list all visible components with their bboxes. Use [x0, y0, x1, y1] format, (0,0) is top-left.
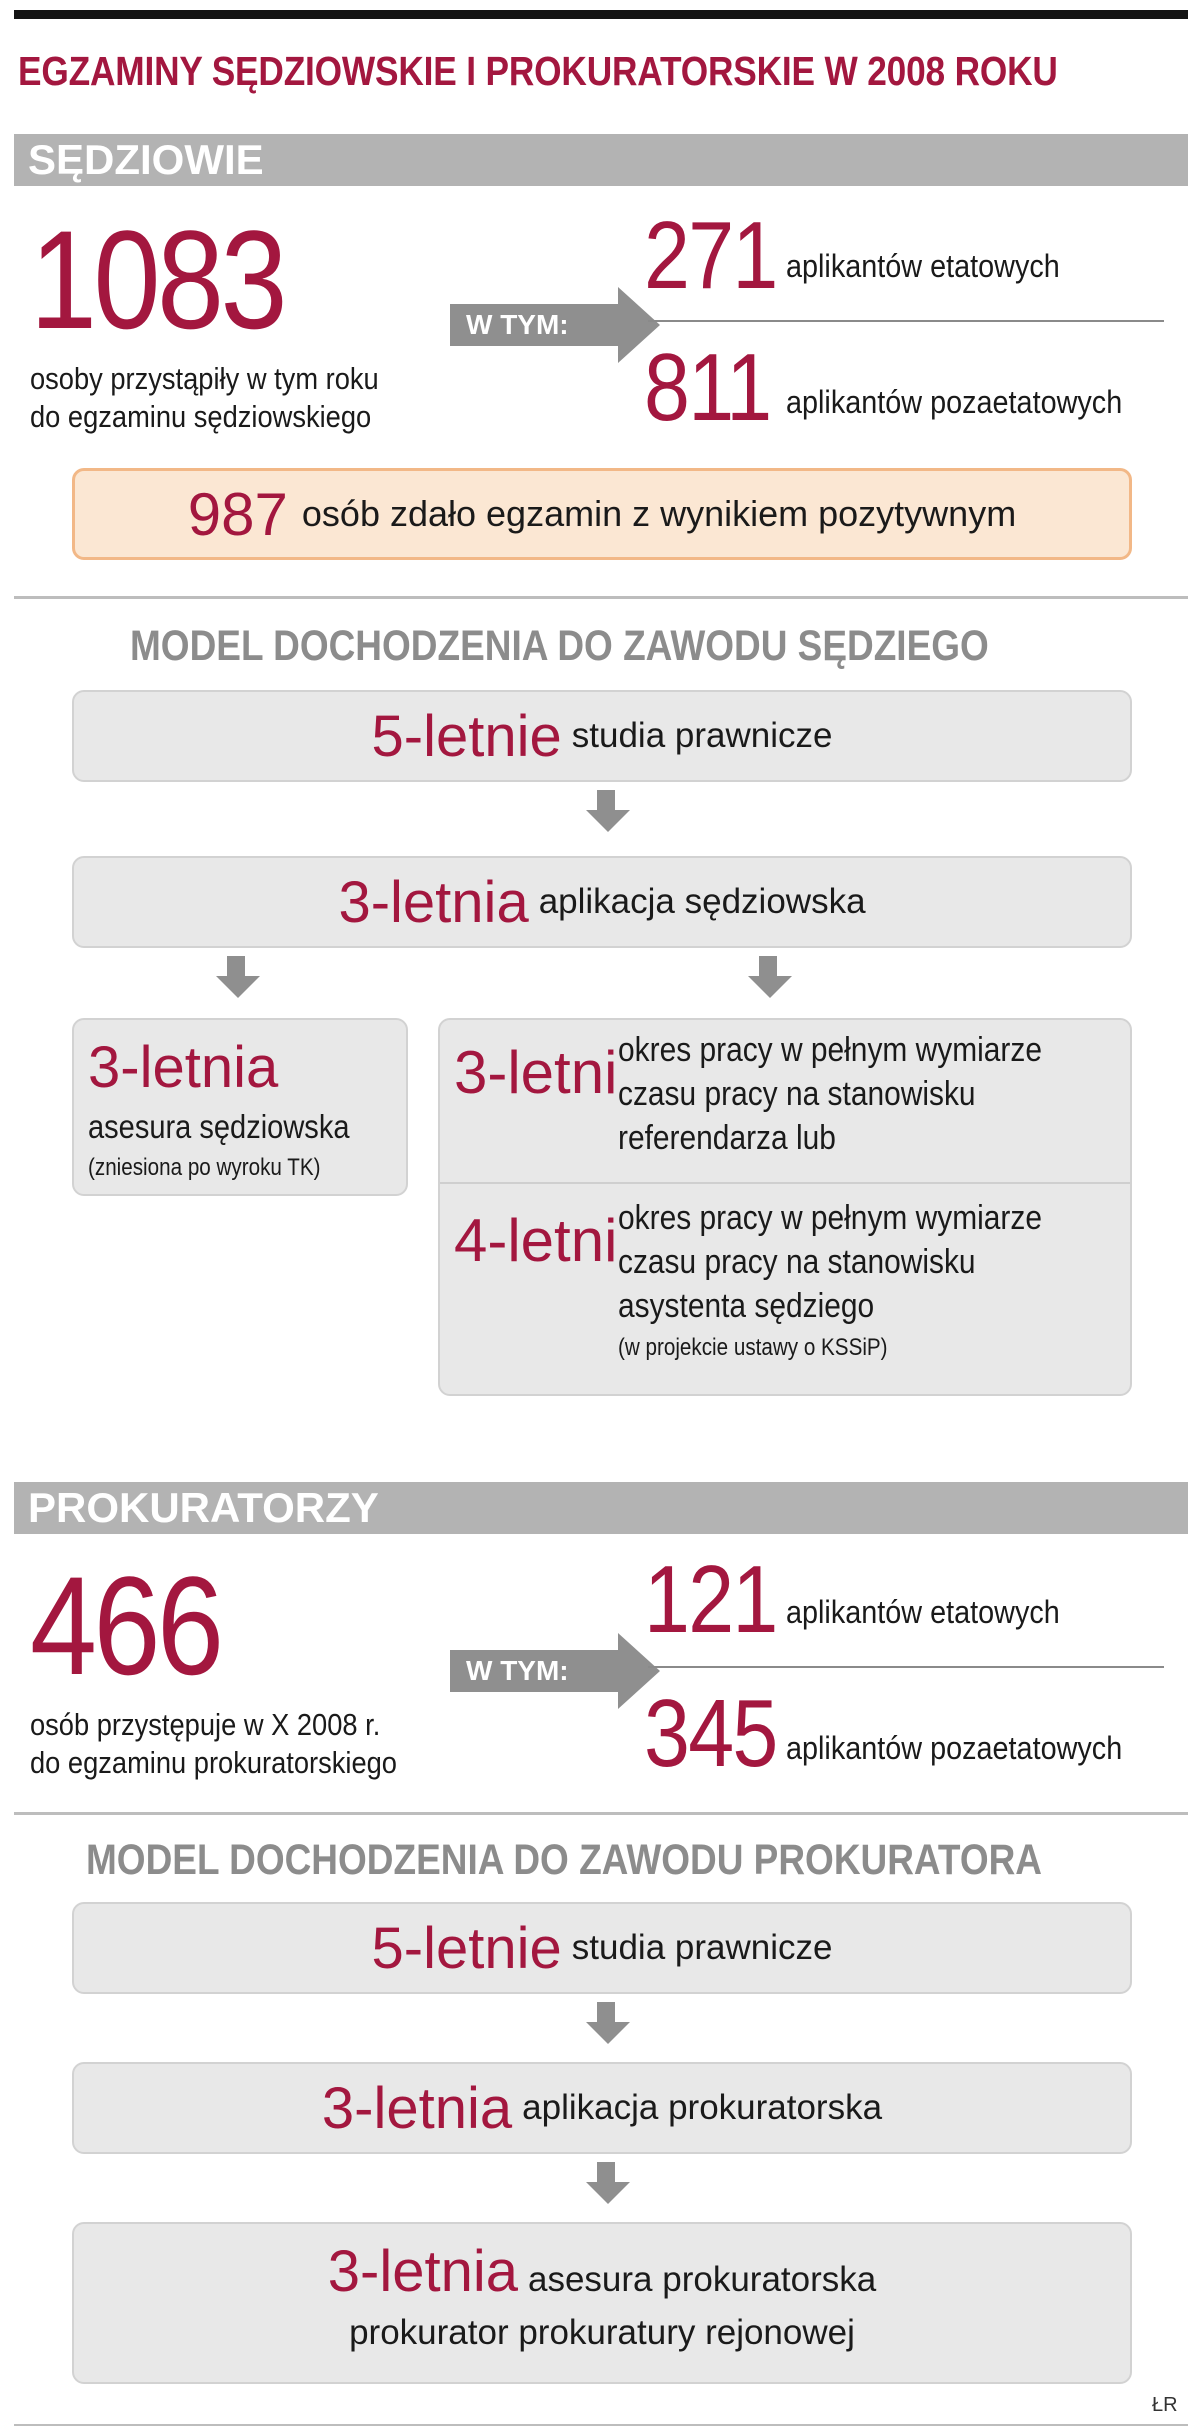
judges-right-b-note: (w projekcie ustawy o KSSiP) [618, 1334, 888, 1361]
judges-left-note: (zniesiona po wyroku TK) [88, 1154, 321, 1181]
judges-right-b-line-1: okres pracy w pełnym wymiarze [618, 1199, 1042, 1237]
prosecutors-step-studies [72, 1902, 1132, 1994]
judges-right-a-line-2: czasu pracy na stanowisku [618, 1075, 976, 1113]
judges-right-path-box [438, 1018, 1132, 1396]
judges-total-caption-2: do egzaminu sędziowskiego [30, 399, 372, 434]
prosecutors-divider [14, 1812, 1188, 1815]
judges-right-b-line-2: czasu pracy na stanowisku [618, 1243, 976, 1281]
prosecutors-step1-label: studia prawnicze [571, 1928, 833, 1967]
prosecutors-step1-duration: 5-letnie [371, 1915, 562, 1981]
judges-divider [14, 596, 1188, 599]
down-arrow-icon [586, 790, 626, 832]
prosecutors-step3-duration: 3-letnia [327, 2239, 518, 2304]
prosecutors-heading: PROKURATORZY [28, 1484, 379, 1531]
judges-split-rule [648, 320, 1164, 322]
judges-staff-value: 271 [644, 202, 777, 309]
judges-step2-duration: 3-letnia [338, 869, 529, 935]
prosecutors-total-caption-2: do egzaminu prokuratorskiego [30, 1745, 397, 1780]
judges-passed-label: osób zdało egzamin z wynikiem pozytywnym [301, 493, 1017, 534]
down-arrow-icon [216, 956, 256, 998]
judges-passed-value: 987 [187, 480, 288, 548]
page-title: EGZAMINY SĘDZIOWSKIE I PROKURATORSKIE W 2008 ROKU [18, 48, 1058, 94]
judges-right-a-duration: 3-letni [454, 1039, 618, 1106]
judges-right-b-line-3: asystenta sędziego [618, 1287, 875, 1325]
prosecutors-step2-label: aplikacja prokuratorska [522, 2088, 883, 2127]
judges-staff-label: aplikantów etatowych [786, 248, 1060, 284]
prosecutors-step-application [72, 2062, 1132, 2154]
judges-passed-box [72, 468, 1132, 560]
prosecutors-nonstaff-value: 345 [644, 1680, 777, 1787]
prosecutors-nonstaff-label: aplikantów pozaetatowych [786, 1730, 1123, 1766]
judges-left-duration: 3-letnia [88, 1035, 279, 1100]
prosecutors-step2-duration: 3-letnia [321, 2075, 513, 2141]
judges-step1-duration: 5-letnie [371, 703, 562, 769]
judges-left-label: asesura sędziowska [88, 1108, 350, 1145]
judges-nonstaff-value: 811 [644, 334, 771, 441]
judges-step2-label: aplikacja sędziowska [538, 882, 866, 921]
down-arrow-icon [586, 2002, 626, 2044]
prosecutors-w-tym-arrow: W TYM: [450, 1650, 620, 1692]
judges-right-a-line-1: okres pracy w pełnym wymiarze [618, 1031, 1042, 1069]
judges-total: 1083 [30, 201, 285, 358]
judges-left-path-box [72, 1018, 408, 1196]
prosecutors-model-title: MODEL DOCHODZENIA DO ZAWODU PROKURATORA [86, 1836, 1042, 1884]
prosecutors-staff-label: aplikantów etatowych [786, 1594, 1060, 1630]
judges-nonstaff-label: aplikantów pozaetatowych [786, 384, 1123, 420]
judges-total-caption-1: osoby przystąpiły w tym roku [30, 361, 379, 396]
credit: ŁR [1152, 2394, 1178, 2416]
prosecutors-split-rule [648, 1666, 1164, 1668]
prosecutors-staff-value: 121 [644, 1546, 777, 1653]
judges-right-a-line-3: referendarza lub [618, 1119, 836, 1157]
prosecutors-step-assessorship [72, 2222, 1132, 2384]
down-arrow-icon [748, 956, 788, 998]
judges-heading: SĘDZIOWIE [28, 136, 264, 183]
judges-step1-label: studia prawnicze [571, 716, 833, 755]
judges-w-tym-arrow: W TYM: [450, 304, 620, 346]
bottom-rule [14, 2424, 1188, 2426]
judges-right-b-duration: 4-letni [454, 1207, 618, 1274]
prosecutors-step3-label-2: prokurator prokuratury rejonowej [349, 2313, 855, 2352]
prosecutors-total-caption-1: osób przystępuje w X 2008 r. [30, 1707, 381, 1742]
down-arrow-icon [586, 2162, 626, 2204]
judges-step-studies [72, 690, 1132, 782]
judges-model-title: MODEL DOCHODZENIA DO ZAWODU SĘDZIEGO [130, 622, 989, 670]
judges-right-separator [440, 1182, 1130, 1184]
judges-step-application [72, 856, 1132, 948]
prosecutors-total: 466 [30, 1547, 221, 1704]
prosecutors-step3-label: asesura prokuratorska [528, 2260, 877, 2299]
top-rule [14, 10, 1188, 19]
